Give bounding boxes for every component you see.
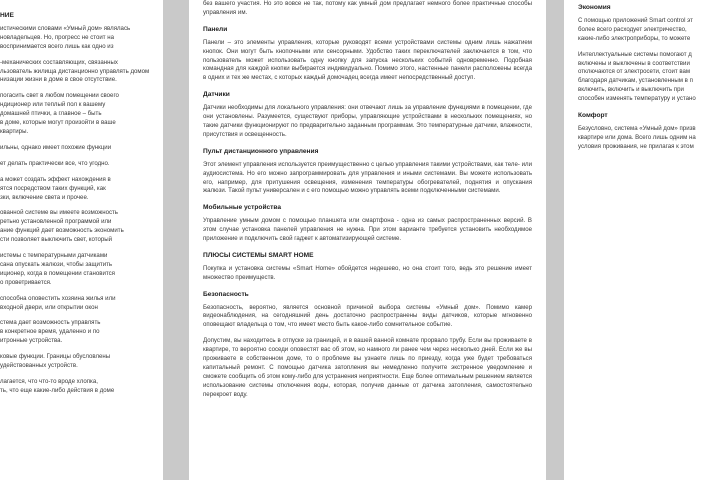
section-body-remote-control: Этот элемент управления используется преимущественно с целью управления такими устройствами, как теле- или аудиосистема. Но его можно запрограммировать для управления и иными системами. Вы можете использовать его, например, для притушения освещения, изменения температуры обогревателей, поднятия и опускания жалюзи. Такой пульт универсален и с его помощью можно управлять всеми подключенными системами. bbox=[203, 160, 532, 195]
section-body-mobile-devices: Управление умным домом с помощью планшета или смартфона - одна из самых распространенных версий. В этом случае установка панелей управления не нужна. При этом варианте требуется установить необходимое приложение и подключить свой гаджет к автоматизирующей системе. bbox=[203, 217, 532, 243]
left-paragraph-3: погасить свет в любом помещении своего ндиционер или теплый пол к вашему домашней птички, а главное – быть в доме, которые могут произойти в ваше квартиры. bbox=[0, 92, 119, 135]
left-paragraph-8: истемы с температурными датчиками сана опускать жалюзи, чтобы защитить иционер, когда в помещении становится о проветривается. bbox=[0, 252, 115, 286]
section-title-advantages: ПЛЮСЫ СИСТЕМЫ SMART HOME bbox=[203, 251, 314, 259]
center-closing-paragraph: Допустим, вы находитесь в отпуске за границей, и в вашей ванной комнате прорвало трубу. Если вы проживаете в квартире, то вероятно соседи оповестят вас об этом, но намного ли ранее чем через несколько дней. Если же вы проживаете в собственном доме, то о проблеме вы узнаете лишь по приезду, когда уже будет требоваться капитальный ремонт. С помощью датчика затопления вы немедленно получите экстренное уведомление и сможете сообщить об этом кому-либо для устранения неприятности. Еще более оптимальным решением является использование системы отключения воды, которая, получив данные от датчика затопления, самостоятельно перекроет воду. bbox=[203, 337, 532, 398]
section-title-remote-control: Пульт дистанционного управления bbox=[203, 147, 319, 155]
left-paragraph-2: -механических составляющих, связанных льзователь жилища дистанционно управлять домом низации жизни в доме в свое отсутствие. bbox=[0, 58, 150, 84]
right-document-page bbox=[564, 0, 720, 480]
left-paragraph-6: а может создать эффект нахождения в ятся посредством таких функций, как зки, включение света и прочее. bbox=[0, 175, 111, 201]
economy-paragraph-1: С помощью приложений Smart control эт более всего расходует электричество, какие-либо электроприборы, то можете bbox=[578, 16, 693, 42]
section-title-sensors: Датчики bbox=[203, 91, 230, 99]
section-title-panels: Панели bbox=[203, 25, 228, 33]
left-document-page bbox=[0, 0, 163, 480]
section-title-economy: Экономия bbox=[578, 4, 611, 11]
section-title-comfort: Комфорт bbox=[578, 112, 608, 120]
left-paragraph-10: стема дает возможность управлять в конкретное время, удаленно и по итронные устройства. bbox=[0, 319, 101, 345]
section-title-security: Безопасность bbox=[203, 290, 249, 298]
left-paragraph-9: способна оповестить хозяина жилья или входной двери, или открытии окон bbox=[0, 294, 116, 311]
left-paragraph-5: ет делать практически все, что угодно. bbox=[0, 159, 110, 167]
section-body-panels: Панели – это элементы управления, которые руководят всеми устройствами системы одним лишь нажатием кнопок. Они могут быть кнопочными или сенсорными. Удобство таких переключателей заключается в том, что пользователь может использовать одну кнопку для запуска нескольких событий одновременно. Подобная командная для каждой кнопки выбирается индивидуально. Помимо этого, настенные панели расположены всегда в одних и тех же местах, с которых каждый домочадец всегда имеет непосредственный доступ. bbox=[203, 38, 532, 82]
center-intro-paragraph: без вашего участия. Но это вовсе не так, потому как умный дом предлагает немного более практичные способы управления им. bbox=[203, 0, 532, 16]
left-paragraph-11: ковые функции. Границы обусловлены удействованных устройств. bbox=[0, 353, 111, 370]
economy-paragraph-2: Интеллектуальные системы помогают д включены и выключены в соответствии отключаются от электросети, стоит вам благодаря датчикам, установленным в п включить, включить и выключить при способен изменять температуру и устано bbox=[578, 50, 696, 103]
section-body-sensors: Датчики необходимы для локального управления: они отвечают лишь за управление функциями в помещении, где они установлены. Разумеется, существуют приборы, управляющие устройствами в нескольких помещениях, но такие датчики функционируют по предварительно заданным программам. Это температурные датчики, влажности, присутствия и освещенность. bbox=[203, 104, 532, 138]
section-body-advantages: Покупка и установка системы «Smart Home» обойдется недешево, но она стоит того, ведь это решение имеет множество преимуществ. bbox=[203, 264, 532, 281]
left-paragraph-7: ованной системе вы имеете возможность ретьно установленной программой или ание функций дает возможность экономить сти позволяет выключить свет, который bbox=[0, 209, 124, 244]
left-paragraph-4: ильны, однако имеет похожие функции bbox=[0, 143, 112, 151]
left-paragraph-12: лагается, что что-то вроде хлопка, ть, что еще какие-либо действия в доме bbox=[0, 378, 115, 394]
left-paragraph-1: истическими словами «Умный дом» являлась новладельцев. Но, прогресс не стоит на воспринимается всего лишь как одно из bbox=[0, 24, 131, 50]
comfort-paragraph-1: Безусловно, система «Умный дом» призв квартире или дома. Всего лишь одним на условия проживания, не прилагая к этом bbox=[578, 124, 696, 150]
section-title-mobile-devices: Мобильные устройства bbox=[203, 204, 282, 212]
left-page-heading: НИЕ bbox=[0, 12, 14, 19]
center-document-page bbox=[189, 0, 546, 480]
section-body-security: Безопасность, вероятно, является основной причиной выбора системы «Умный дом». Помимо камер видеонаблюдения, на сегодняшний день достаточно распространены виды датчиков, которые мгновенно оповещают владельца о том, что имеет место быть какое-либо сомнительное событие. bbox=[203, 303, 532, 329]
